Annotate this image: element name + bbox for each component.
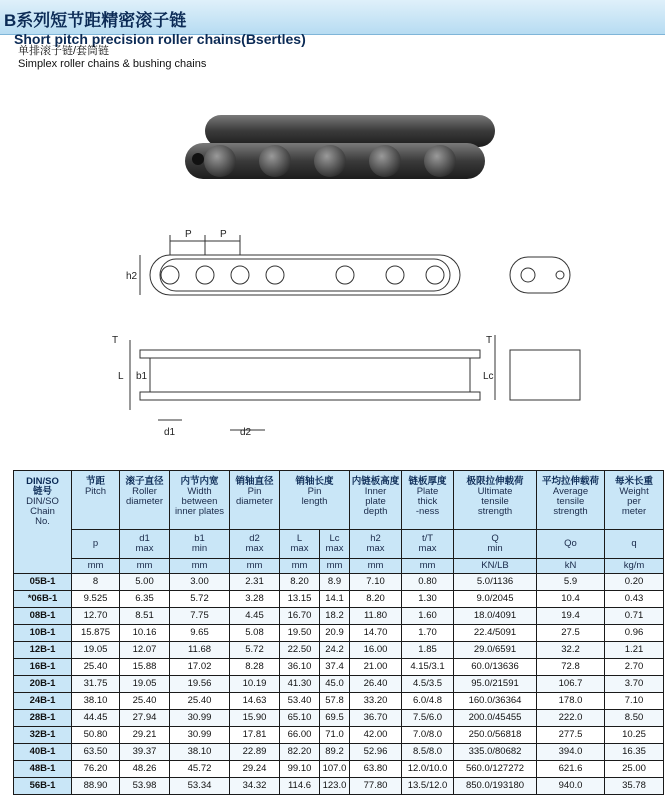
table-cell: 17.81 <box>230 727 280 744</box>
table-cell: 32.2 <box>537 642 605 659</box>
table-cell: 36.10 <box>280 659 320 676</box>
col-unit: mm <box>402 559 454 574</box>
col-header-zh: DIN/SO 链号 <box>26 476 59 497</box>
dim-label-p2: P <box>220 229 227 240</box>
table-cell: 13.5/12.0 <box>402 778 454 795</box>
table-cell: 5.00 <box>120 574 170 591</box>
table-cell: 18.2 <box>320 608 350 625</box>
chain-no-cell: 08B-1 <box>14 608 72 625</box>
chain-photo <box>180 95 500 205</box>
dim-label-t2: T <box>486 335 493 346</box>
table-cell: 8.20 <box>350 591 402 608</box>
col-header <box>230 471 280 530</box>
col-symbol: d2 max <box>230 530 280 559</box>
table-cell: 29.24 <box>230 761 280 778</box>
table-row <box>14 676 664 693</box>
chain-no-cell: 20B-1 <box>14 676 72 693</box>
table-row <box>14 642 664 659</box>
table-cell: 9.65 <box>170 625 230 642</box>
col-header-en: Weight per meter <box>619 486 649 517</box>
table-cell: 71.0 <box>320 727 350 744</box>
chain-no-cell: 10B-1 <box>14 625 72 642</box>
table-cell: 10.4 <box>537 591 605 608</box>
table-row <box>14 591 664 608</box>
chain-no-cell: 32B-1 <box>14 727 72 744</box>
chain-no-cell: 05B-1 <box>14 574 72 591</box>
table-cell: 394.0 <box>537 744 605 761</box>
table-cell: 27.5 <box>537 625 605 642</box>
table-cell: 4.15/3.1 <box>402 659 454 676</box>
table-cell: 57.8 <box>320 693 350 710</box>
table-cell: 45.72 <box>170 761 230 778</box>
table-cell: 7.75 <box>170 608 230 625</box>
table-cell: 8.20 <box>280 574 320 591</box>
table-cell: 15.90 <box>230 710 280 727</box>
col-header <box>402 471 454 530</box>
col-symbol: h2 max <box>350 530 402 559</box>
table-cell: 335.0/80682 <box>454 744 537 761</box>
chain-no-cell: 12B-1 <box>14 642 72 659</box>
dim-label-t1: T <box>112 335 119 346</box>
col-unit: mm <box>280 559 320 574</box>
table-cell: 11.80 <box>350 608 402 625</box>
table-cell: 52.96 <box>350 744 402 761</box>
table-cell: 30.99 <box>170 710 230 727</box>
dim-label-h2: h2 <box>126 271 138 282</box>
chain-no-cell: 48B-1 <box>14 761 72 778</box>
table-cell: 12.0/10.0 <box>402 761 454 778</box>
col-symbol: t/T max <box>402 530 454 559</box>
col-symbol: Q min <box>454 530 537 559</box>
table-cell: 60.0/13636 <box>454 659 537 676</box>
table-cell: 106.7 <box>537 676 605 693</box>
table-cell: 0.20 <box>605 574 664 591</box>
table-cell: 15.875 <box>72 625 120 642</box>
table-cell: 36.70 <box>350 710 402 727</box>
table-cell: 69.5 <box>320 710 350 727</box>
table-cell: 16.35 <box>605 744 664 761</box>
table-cell: 4.45 <box>230 608 280 625</box>
table-cell: 25.00 <box>605 761 664 778</box>
col-header-en: Pitch <box>84 486 107 497</box>
table-cell: 39.37 <box>120 744 170 761</box>
chain-technical-drawing <box>90 225 590 445</box>
col-header-zh: 链板厚度 <box>408 476 447 487</box>
chain-no-cell: 40B-1 <box>14 744 72 761</box>
table-row <box>14 778 664 795</box>
table-cell: 21.00 <box>350 659 402 676</box>
table-cell: 5.72 <box>230 642 280 659</box>
table-cell: 77.80 <box>350 778 402 795</box>
col-symbol: q <box>605 530 664 559</box>
table-cell: 12.07 <box>120 642 170 659</box>
table-cell: 1.70 <box>402 625 454 642</box>
table-cell: 107.0 <box>320 761 350 778</box>
col-symbol: Qo <box>537 530 605 559</box>
table-cell: 65.10 <box>280 710 320 727</box>
table-cell: 29.0/6591 <box>454 642 537 659</box>
col-symbol: b1 min <box>170 530 230 559</box>
table-cell: 66.00 <box>280 727 320 744</box>
table-cell: 200.0/45455 <box>454 710 537 727</box>
table-cell: 1.60 <box>402 608 454 625</box>
chain-no-cell: 56B-1 <box>14 778 72 795</box>
table-cell: 7.5/6.0 <box>402 710 454 727</box>
table-cell: 38.10 <box>170 744 230 761</box>
col-unit: mm <box>120 559 170 574</box>
table-cell: 8.5/8.0 <box>402 744 454 761</box>
table-cell: 16.00 <box>350 642 402 659</box>
table-cell: 33.20 <box>350 693 402 710</box>
table-cell: 5.72 <box>170 591 230 608</box>
col-header-en: Pin length <box>301 486 328 507</box>
table-cell: 76.20 <box>72 761 120 778</box>
table-cell: 2.70 <box>605 659 664 676</box>
table-cell: 621.6 <box>537 761 605 778</box>
col-unit: kN <box>537 559 605 574</box>
table-cell: 19.4 <box>537 608 605 625</box>
table-row <box>14 761 664 778</box>
col-header-en: Width between inner plates <box>174 486 225 517</box>
table-cell: 88.90 <box>72 778 120 795</box>
col-header-en: Ultimate tensile strength <box>477 486 513 517</box>
table-cell: 30.99 <box>170 727 230 744</box>
table-cell: 160.0/36364 <box>454 693 537 710</box>
table-cell: 5.9 <box>537 574 605 591</box>
table-cell: 72.8 <box>537 659 605 676</box>
col-header <box>605 471 664 530</box>
col-unit: KN/LB <box>454 559 537 574</box>
spec-table <box>13 470 664 795</box>
table-cell: 35.78 <box>605 778 664 795</box>
table-cell: 45.0 <box>320 676 350 693</box>
table-cell: 7.0/8.0 <box>402 727 454 744</box>
table-cell: 48.26 <box>120 761 170 778</box>
col-unit: mm <box>72 559 120 574</box>
table-cell: 14.1 <box>320 591 350 608</box>
table-cell: 63.80 <box>350 761 402 778</box>
table-cell: 22.89 <box>230 744 280 761</box>
table-cell: 7.10 <box>350 574 402 591</box>
table-row <box>14 574 664 591</box>
table-cell: 9.525 <box>72 591 120 608</box>
table-cell: 89.2 <box>320 744 350 761</box>
table-cell: 14.70 <box>350 625 402 642</box>
title-banner <box>0 0 665 47</box>
table-row <box>14 608 664 625</box>
table-cell: 12.70 <box>72 608 120 625</box>
dim-label-lc: Lc <box>483 371 494 382</box>
col-header <box>537 471 605 530</box>
table-cell: 1.85 <box>402 642 454 659</box>
table-cell: 18.0/4091 <box>454 608 537 625</box>
subtitle-zh: 单排滚子链/套筒链 <box>18 45 110 57</box>
col-header <box>170 471 230 530</box>
table-cell: 24.2 <box>320 642 350 659</box>
table-cell: 6.0/4.8 <box>402 693 454 710</box>
table-cell: 178.0 <box>537 693 605 710</box>
chain-no-cell: 24B-1 <box>14 693 72 710</box>
col-header-en: Pin diameter <box>236 486 273 507</box>
table-cell: 15.88 <box>120 659 170 676</box>
dim-label-d2: d2 <box>240 427 252 438</box>
table-cell: 22.4/5091 <box>454 625 537 642</box>
table-cell: 250.0/56818 <box>454 727 537 744</box>
table-cell: 13.15 <box>280 591 320 608</box>
table-cell: 8.50 <box>605 710 664 727</box>
col-header-zh: 极限拉伸载荷 <box>466 476 524 487</box>
table-cell: 82.20 <box>280 744 320 761</box>
table-cell: 25.40 <box>120 693 170 710</box>
table-cell: 10.19 <box>230 676 280 693</box>
chain-no-cell: 16B-1 <box>14 659 72 676</box>
table-cell: 41.30 <box>280 676 320 693</box>
table-row <box>14 727 664 744</box>
col-header-en: DIN/SO Chain No. <box>26 496 59 527</box>
table-cell: 20.9 <box>320 625 350 642</box>
table-cell: 19.05 <box>120 676 170 693</box>
col-header-zh: 每米长重 <box>615 476 654 487</box>
title-zh: B系列短节距精密滚子链 <box>4 11 187 30</box>
table-row <box>14 744 664 761</box>
table-cell: 29.21 <box>120 727 170 744</box>
table-cell: 53.40 <box>280 693 320 710</box>
table-cell: 8.9 <box>320 574 350 591</box>
table-cell: 25.40 <box>170 693 230 710</box>
table-cell: 850.0/193180 <box>454 778 537 795</box>
table-cell: 31.75 <box>72 676 120 693</box>
chain-no-cell: 28B-1 <box>14 710 72 727</box>
table-cell: 560.0/127272 <box>454 761 537 778</box>
table-cell: 1.21 <box>605 642 664 659</box>
table-cell: 99.10 <box>280 761 320 778</box>
col-symbol: L max <box>280 530 320 559</box>
table-cell: 7.10 <box>605 693 664 710</box>
table-cell: 14.63 <box>230 693 280 710</box>
page-title <box>4 6 306 47</box>
table-cell: 114.6 <box>280 778 320 795</box>
col-unit: mm <box>170 559 230 574</box>
table-cell: 5.0/1136 <box>454 574 537 591</box>
table-cell: 222.0 <box>537 710 605 727</box>
table-cell: 4.5/3.5 <box>402 676 454 693</box>
col-header-zh: 滚子直径 <box>125 476 164 487</box>
table-cell: 2.31 <box>230 574 280 591</box>
table-cell: 8.28 <box>230 659 280 676</box>
table-cell: 19.05 <box>72 642 120 659</box>
dim-label-l: L <box>118 371 124 382</box>
table-cell: 6.35 <box>120 591 170 608</box>
col-header-zh: 销轴长度 <box>295 476 334 487</box>
table-cell: 0.96 <box>605 625 664 642</box>
table-cell: 3.70 <box>605 676 664 693</box>
table-cell: 53.34 <box>170 778 230 795</box>
table-row <box>14 710 664 727</box>
dim-label-d1: d1 <box>164 427 176 438</box>
table-cell: 11.68 <box>170 642 230 659</box>
col-header-zh: 内节内宽 <box>180 476 219 487</box>
col-header <box>120 471 170 530</box>
col-header-zh: 平均拉伸载荷 <box>542 476 600 487</box>
table-cell: 9.0/2045 <box>454 591 537 608</box>
col-header <box>72 471 120 530</box>
col-header-zh: 节距 <box>85 476 105 487</box>
table-cell: 17.02 <box>170 659 230 676</box>
col-header <box>350 471 402 530</box>
table-row <box>14 625 664 642</box>
col-header-zh: 内链板高度 <box>351 476 400 487</box>
table-cell: 37.4 <box>320 659 350 676</box>
table-cell: 25.40 <box>72 659 120 676</box>
table-cell: 26.40 <box>350 676 402 693</box>
title-en: Short pitch precision roller chains(Bsertles) <box>14 31 306 47</box>
col-unit: mm <box>230 559 280 574</box>
table-cell: 0.71 <box>605 608 664 625</box>
col-header-en: Plate thick -ness <box>415 486 440 517</box>
table-cell: 19.50 <box>280 625 320 642</box>
table-cell: 44.45 <box>72 710 120 727</box>
col-symbol: p <box>72 530 120 559</box>
table-cell: 16.70 <box>280 608 320 625</box>
table-cell: 5.08 <box>230 625 280 642</box>
table-cell: 940.0 <box>537 778 605 795</box>
table-cell: 22.50 <box>280 642 320 659</box>
dim-label-p1: P <box>185 229 192 240</box>
table-cell: 3.00 <box>170 574 230 591</box>
col-header <box>14 471 72 574</box>
chain-back-plates <box>205 115 495 147</box>
col-unit: mm <box>350 559 402 574</box>
table-row <box>14 693 664 710</box>
col-unit: mm <box>320 559 350 574</box>
table-cell: 123.0 <box>320 778 350 795</box>
table-cell: 42.00 <box>350 727 402 744</box>
table-cell: 0.43 <box>605 591 664 608</box>
col-symbol: Lc max <box>320 530 350 559</box>
col-header-en: Roller diameter <box>126 486 163 507</box>
col-header-zh: 销轴直径 <box>235 476 274 487</box>
table-row <box>14 659 664 676</box>
col-header-en: Inner plate depth <box>363 486 388 517</box>
table-cell: 3.28 <box>230 591 280 608</box>
table-cell: 10.16 <box>120 625 170 642</box>
subtitle-en: Simplex roller chains & bushing chains <box>18 58 207 70</box>
table-cell: 0.80 <box>402 574 454 591</box>
table-cell: 63.50 <box>72 744 120 761</box>
col-header-en: Average tensile strength <box>552 486 589 517</box>
table-cell: 53.98 <box>120 778 170 795</box>
table-cell: 27.94 <box>120 710 170 727</box>
table-cell: 95.0/21591 <box>454 676 537 693</box>
table-cell: 8.51 <box>120 608 170 625</box>
table-cell: 34.32 <box>230 778 280 795</box>
col-unit: kg/m <box>605 559 664 574</box>
dim-label-b1: b1 <box>136 371 148 382</box>
col-header <box>454 471 537 530</box>
col-symbol: d1 max <box>120 530 170 559</box>
col-header <box>280 471 350 530</box>
table-cell: 19.56 <box>170 676 230 693</box>
table-cell: 38.10 <box>72 693 120 710</box>
table-cell: 8 <box>72 574 120 591</box>
table-cell: 1.30 <box>402 591 454 608</box>
chain-no-cell: *06B-1 <box>14 591 72 608</box>
table-cell: 50.80 <box>72 727 120 744</box>
table-cell: 10.25 <box>605 727 664 744</box>
table-cell: 277.5 <box>537 727 605 744</box>
